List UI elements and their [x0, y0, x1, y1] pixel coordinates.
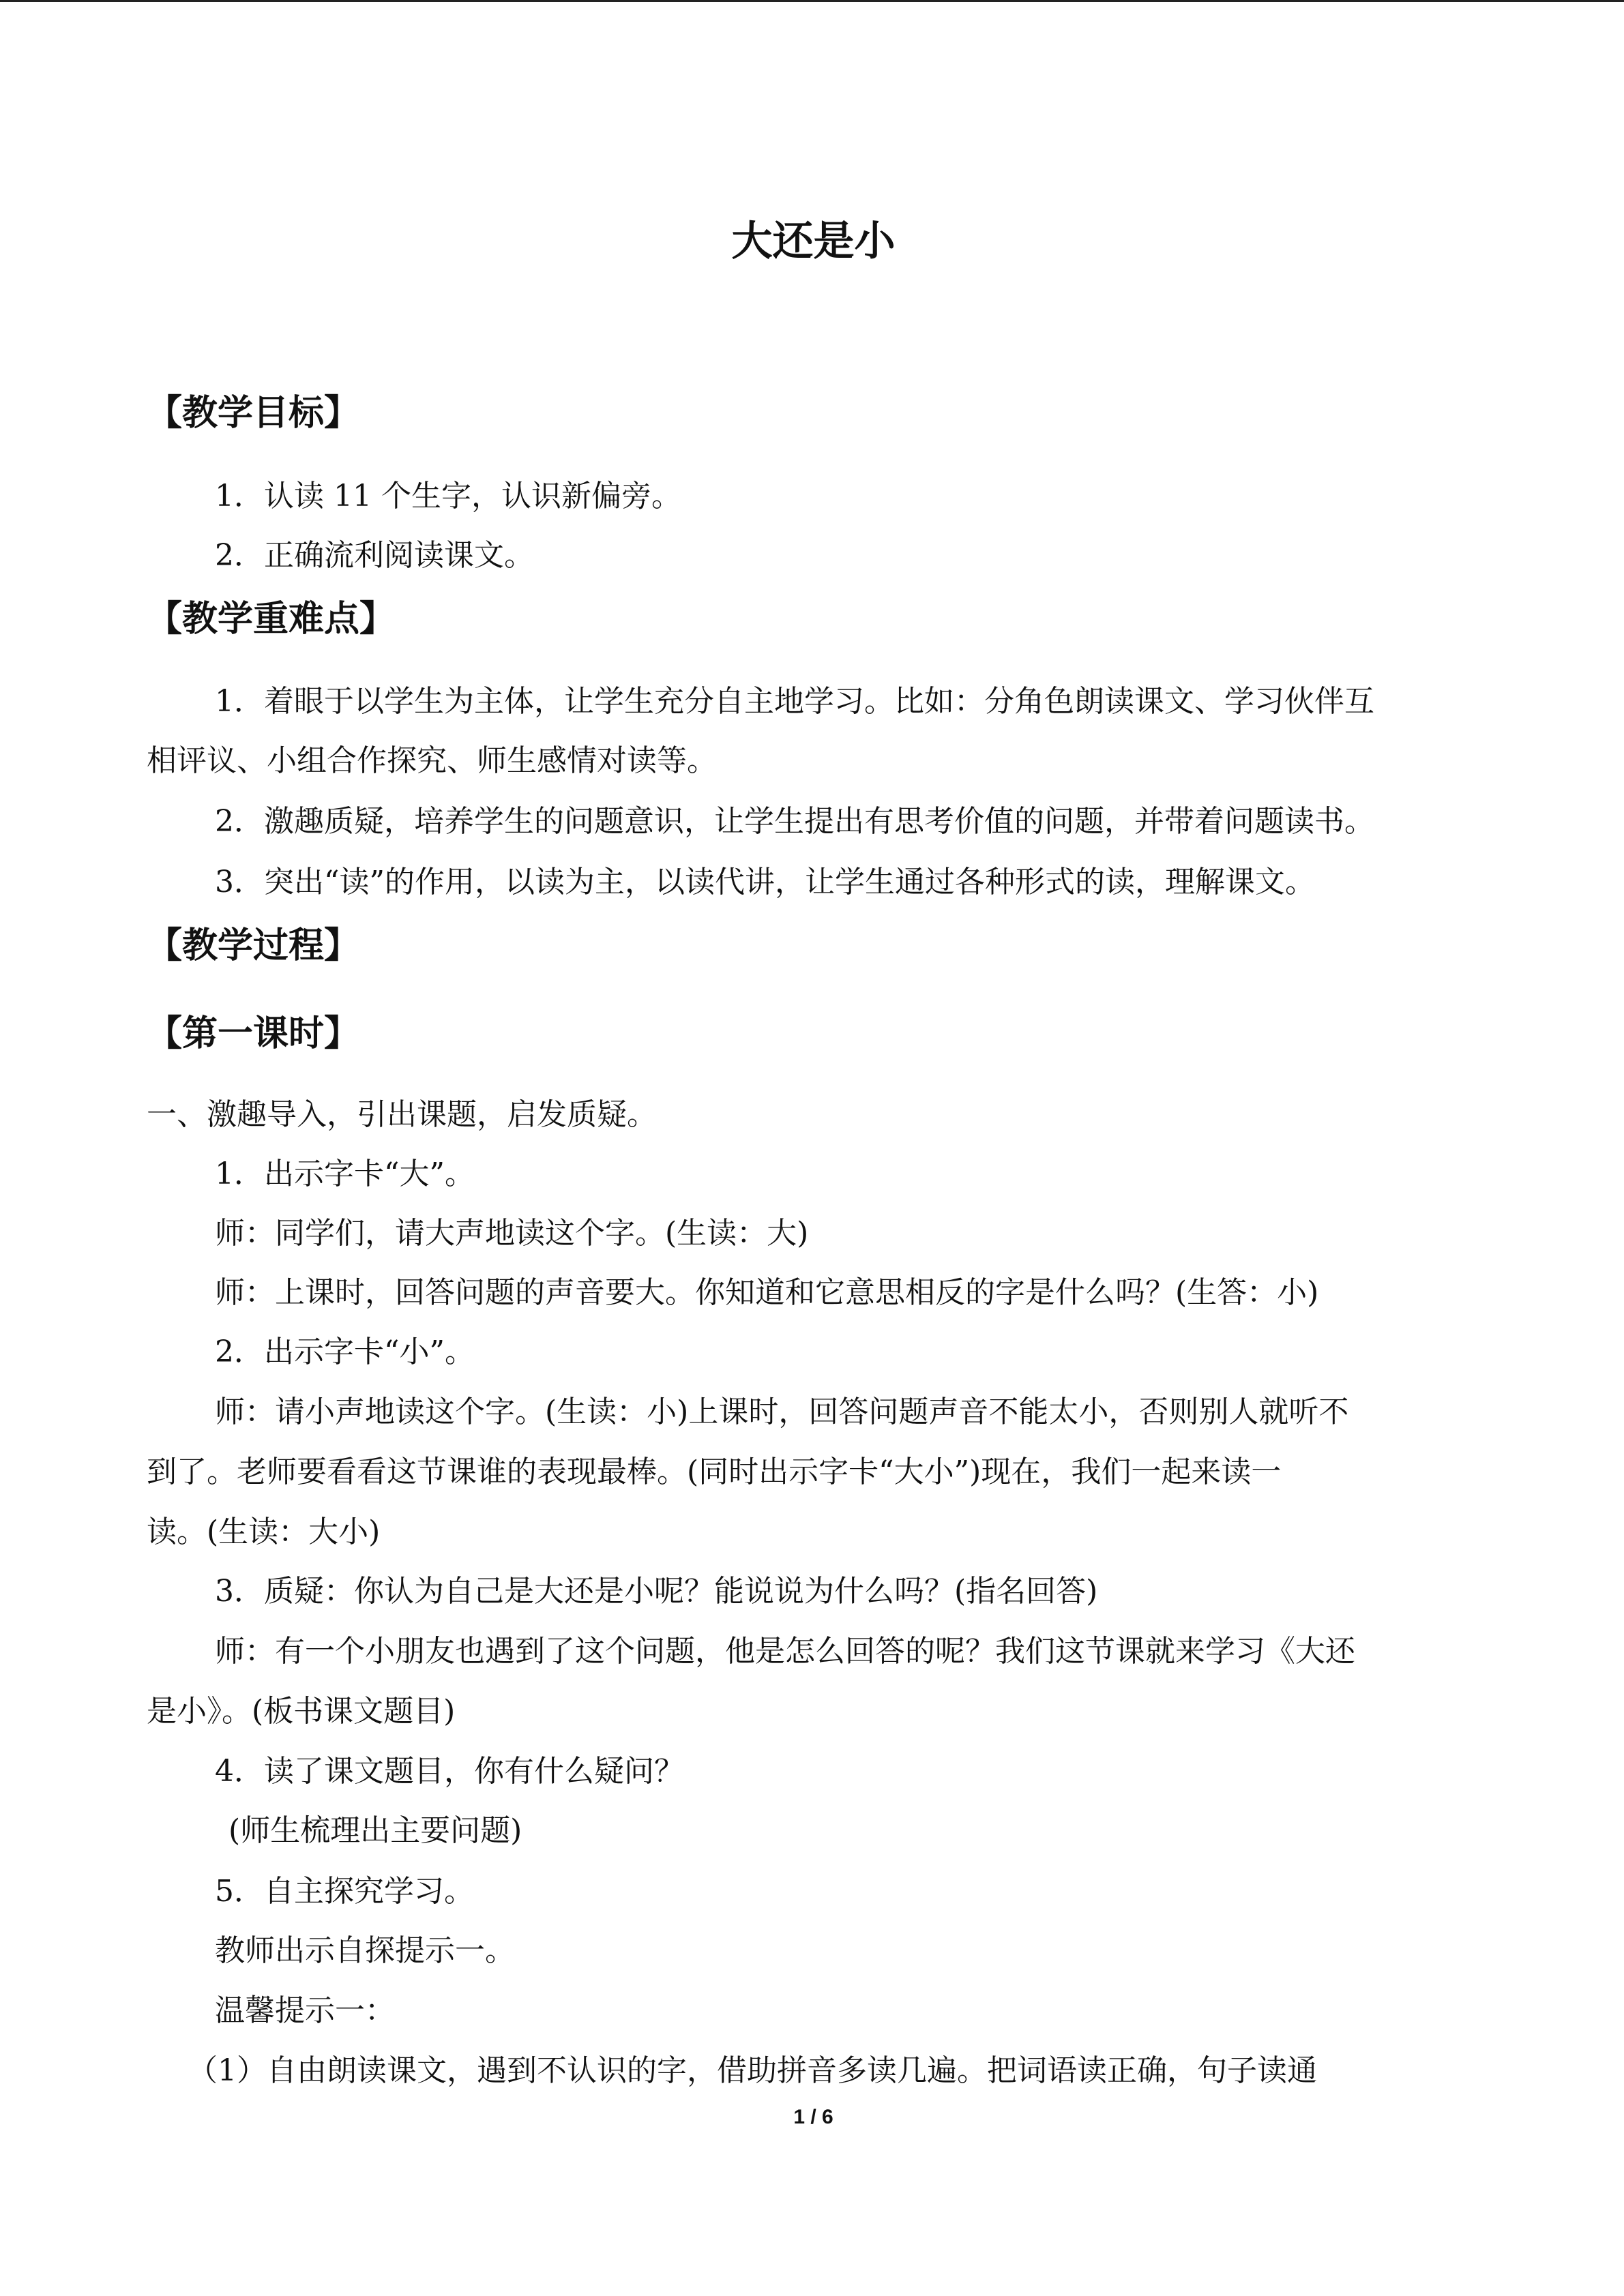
- lesson-line: 5．自主探究学习。: [215, 1874, 474, 1909]
- lesson-line: 1．出示字卡“大”。: [215, 1157, 475, 1191]
- heading-teaching-objectives: 【教学目标】: [147, 392, 360, 434]
- lesson-line: 师：有一个小朋友也遇到了这个问题，他是怎么回答的呢？我们这节课就来学习《大还: [215, 1634, 1355, 1669]
- lesson-line: 到了。老师要看看这节课谁的表现最棒。(同时出示字卡“大小”)现在，我们一起来读一: [147, 1455, 1282, 1489]
- key-point-1-line-2: 相评议、小组合作探究、师生感情对读等。: [147, 743, 717, 778]
- lesson-line: 4．读了课文题目，你有什么疑问？: [215, 1754, 684, 1789]
- lesson-line: (师生梳理出主要问题): [228, 1813, 522, 1848]
- key-point-1-line-1: 1．着眼于以学生为主体，让学生充分自主地学习。比如：分角色朗读课文、学习伙伴互: [215, 684, 1374, 719]
- step-1-heading: 一、激趣导入，引出课题，启发质疑。: [147, 1097, 657, 1132]
- lesson-line: 师：请小声地读这个字。(生读：小)上课时，回答问题声音不能太小，否则别人就听不: [215, 1395, 1349, 1429]
- document-page: [147, 0, 1480, 2296]
- lesson-line: 温馨提示一：: [215, 1993, 395, 2028]
- heading-first-lesson: 【第一课时】: [147, 1013, 360, 1054]
- objective-item-1: 1．认读 11 个生字，认识新偏旁。: [215, 479, 681, 513]
- lesson-line: 师：上课时，回答问题的声音要大。你知道和它意思相反的字是什么吗？(生答：小): [215, 1275, 1319, 1310]
- lesson-line: 是小》。(板书课文题目): [147, 1694, 456, 1729]
- key-point-2: 2．激趣质疑，培养学生的问题意识，让学生提出有思考价值的问题，并带着问题读书。: [215, 804, 1374, 839]
- heading-key-points: 【教学重难点】: [147, 598, 396, 640]
- lesson-line: 3．质疑：你认为自己是大还是小呢？能说说为什么吗？(指名回答): [215, 1574, 1098, 1609]
- lesson-line: 师：同学们，请大声地读这个字。(生读：大): [215, 1216, 809, 1251]
- page-number: 1 / 6: [793, 2106, 833, 2128]
- lesson-line: 2．出示字卡“小”。: [215, 1335, 475, 1369]
- lesson-line: （1）自由朗读课文，遇到不认识的字，借助拼音多读几遍。把词语读正确，句子读通: [188, 2053, 1317, 2088]
- heading-teaching-process: 【教学过程】: [147, 925, 360, 966]
- document-title: 大还是小: [731, 218, 896, 265]
- objective-item-2: 2．正确流利阅读课文。: [215, 538, 534, 573]
- lesson-line: 读。(生读：大小): [147, 1515, 381, 1549]
- lesson-line: 教师出示自探提示一。: [215, 1933, 515, 1968]
- key-point-3: 3．突出“读”的作用，以读为主，以读代讲，让学生通过各种形式的读，理解课文。: [215, 865, 1315, 899]
